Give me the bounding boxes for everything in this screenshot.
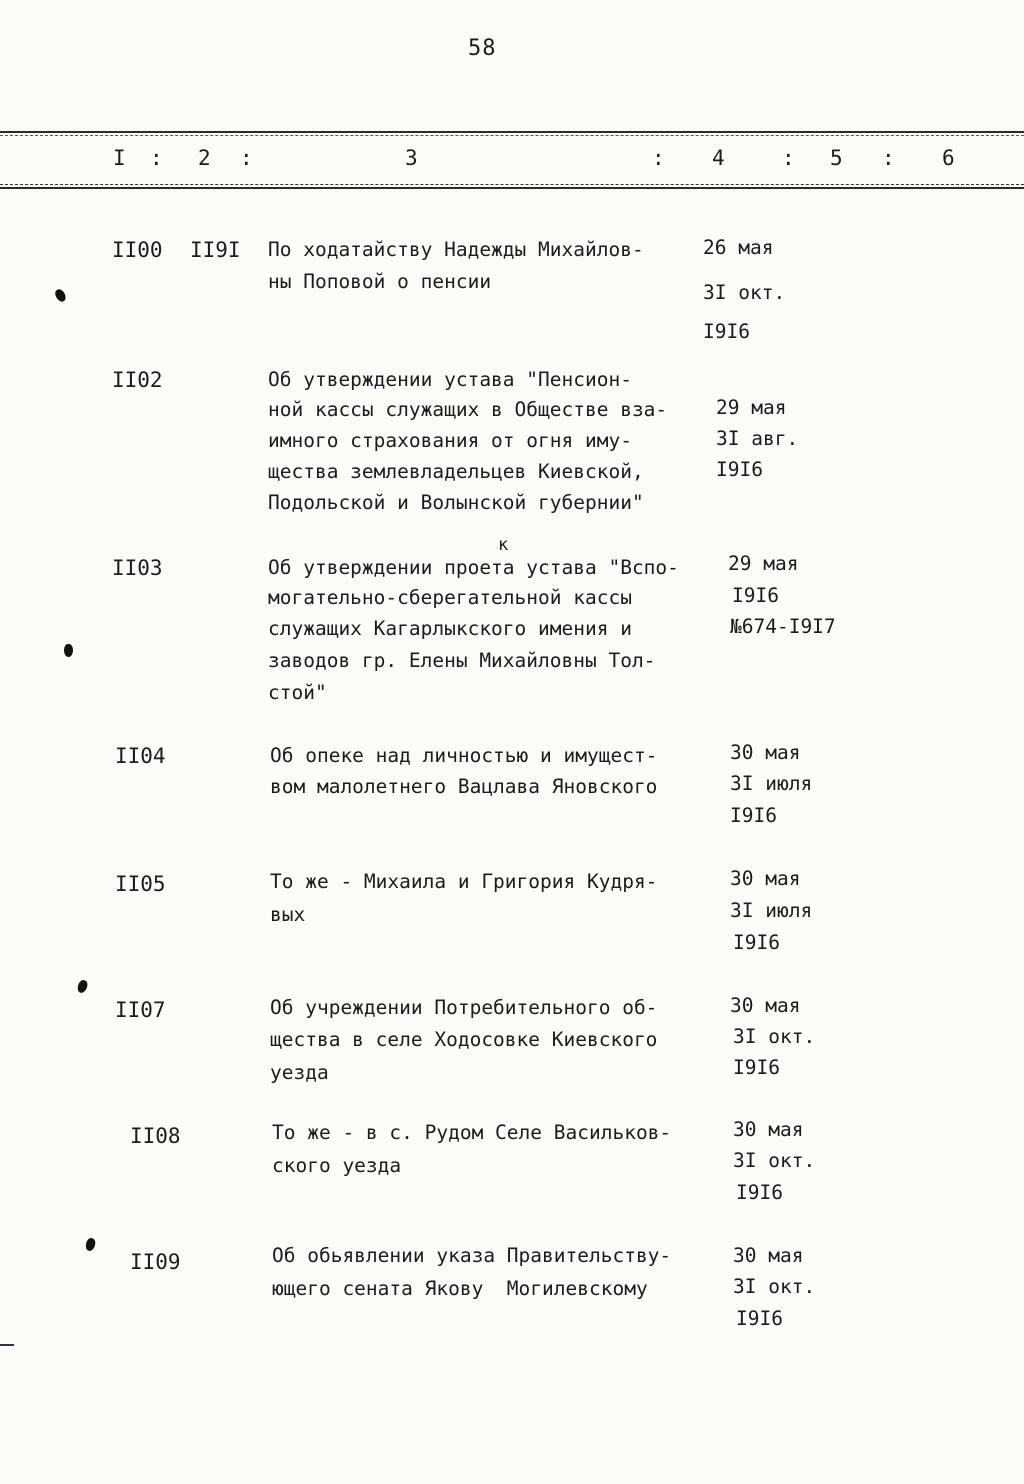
date-line: 3I авг. [716, 427, 799, 450]
date-line: 30 мая [730, 867, 801, 890]
header-rule-bottom-dashed [0, 184, 1024, 185]
description-line: Об обьявлении указа Правительству- [272, 1244, 672, 1267]
record-number: II07 [115, 998, 166, 1022]
record-number: II08 [130, 1124, 181, 1148]
date-line: I9I6 [732, 584, 779, 607]
description-line: заводов гр. Елены Михайловны Тол- [268, 649, 656, 672]
date-line: I9I6 [736, 1307, 783, 1330]
column-header-1: I [113, 146, 126, 170]
description-line: ной кассы служащих в Обществе вза- [268, 398, 668, 421]
ink-mark [84, 1237, 96, 1252]
column-separator: : [782, 146, 795, 170]
description-line: ющего сената Якову Могилевскому [272, 1277, 648, 1300]
description-line: То же - в с. Рудом Селе Васильков- [272, 1121, 672, 1144]
margin-line [0, 1344, 14, 1346]
date-line: 26 мая [703, 236, 774, 259]
column-separator: : [150, 146, 163, 170]
date-line: 29 мая [716, 396, 787, 419]
description-line: могательно-сберегательной кассы [268, 586, 632, 609]
column-header-6: 6 [942, 146, 955, 170]
description-line: Об учреждении Потребительного об- [270, 996, 658, 1019]
record-number: II04 [115, 744, 166, 768]
header-rule-top [0, 131, 1024, 133]
header-rule-top-dashed [0, 135, 1024, 136]
description-line: вых [270, 903, 306, 926]
description-line: Об утверждении проета устава "Вспо- [268, 556, 679, 579]
ink-mark [76, 979, 89, 994]
date-line: 30 мая [733, 1118, 804, 1141]
column-separator: : [652, 146, 665, 170]
description-line: То же - Михаила и Григория Кудря- [270, 870, 658, 893]
column-header-4: 4 [712, 146, 725, 170]
description-line: Об утверждении устава "Пенсион- [268, 368, 632, 391]
record-number-secondary: II9I [190, 238, 241, 262]
date-line: №674-I9I7 [730, 615, 836, 638]
page-number: 58 [468, 36, 497, 61]
description-line: Об опеке над личностью и имущест- [270, 744, 658, 767]
description-line: ского уезда [272, 1154, 402, 1177]
record-number: II09 [130, 1250, 181, 1274]
header-rule-bottom [0, 187, 1024, 189]
description-line: стой" [268, 681, 327, 704]
column-header-2: 2 [198, 146, 211, 170]
column-separator: : [240, 146, 253, 170]
ink-mark [53, 288, 67, 304]
date-line: I9I6 [733, 931, 780, 954]
record-number: II03 [112, 556, 163, 580]
description-line: уезда [270, 1061, 329, 1084]
date-line: 3I июля [730, 772, 813, 795]
record-number: II02 [112, 368, 163, 392]
description-line: вом малолетнего Вацлава Яновского [270, 775, 658, 798]
date-line: 29 мая [728, 552, 799, 575]
description-line: Подольской и Волынской губернии" [268, 491, 644, 514]
date-line: 30 мая [733, 1244, 804, 1267]
date-line: 30 мая [730, 741, 801, 764]
column-header-5: 5 [830, 146, 843, 170]
record-number: II00 [112, 238, 163, 262]
handwritten-insert: к [498, 535, 509, 555]
date-line: 3I окт. [733, 1275, 816, 1298]
ink-mark [64, 644, 73, 657]
date-line: I9I6 [730, 804, 777, 827]
record-number: II05 [115, 872, 166, 896]
date-line: 3I окт. [733, 1149, 816, 1172]
description-line: щества в селе Ходосовке Киевского [270, 1028, 658, 1051]
date-line: I9I6 [716, 458, 763, 481]
description-line: По ходатайству Надежды Михайлов- [268, 238, 644, 261]
date-line: 30 мая [730, 994, 801, 1017]
column-separator: : [882, 146, 895, 170]
date-line: 3I июля [730, 899, 813, 922]
description-line: имного страхования от огня иму- [268, 429, 632, 452]
description-line: щества землевладельцев Киевской, [268, 460, 644, 483]
description-line: служащих Кагарлыкского имения и [268, 617, 632, 640]
column-header-3: 3 [405, 146, 418, 170]
date-line: I9I6 [703, 320, 750, 343]
date-line: I9I6 [733, 1056, 780, 1079]
date-line: 3I окт. [703, 281, 786, 304]
date-line: I9I6 [736, 1181, 783, 1204]
description-line: ны Поповой о пенсии [268, 270, 492, 293]
date-line: 3I окт. [733, 1025, 816, 1048]
